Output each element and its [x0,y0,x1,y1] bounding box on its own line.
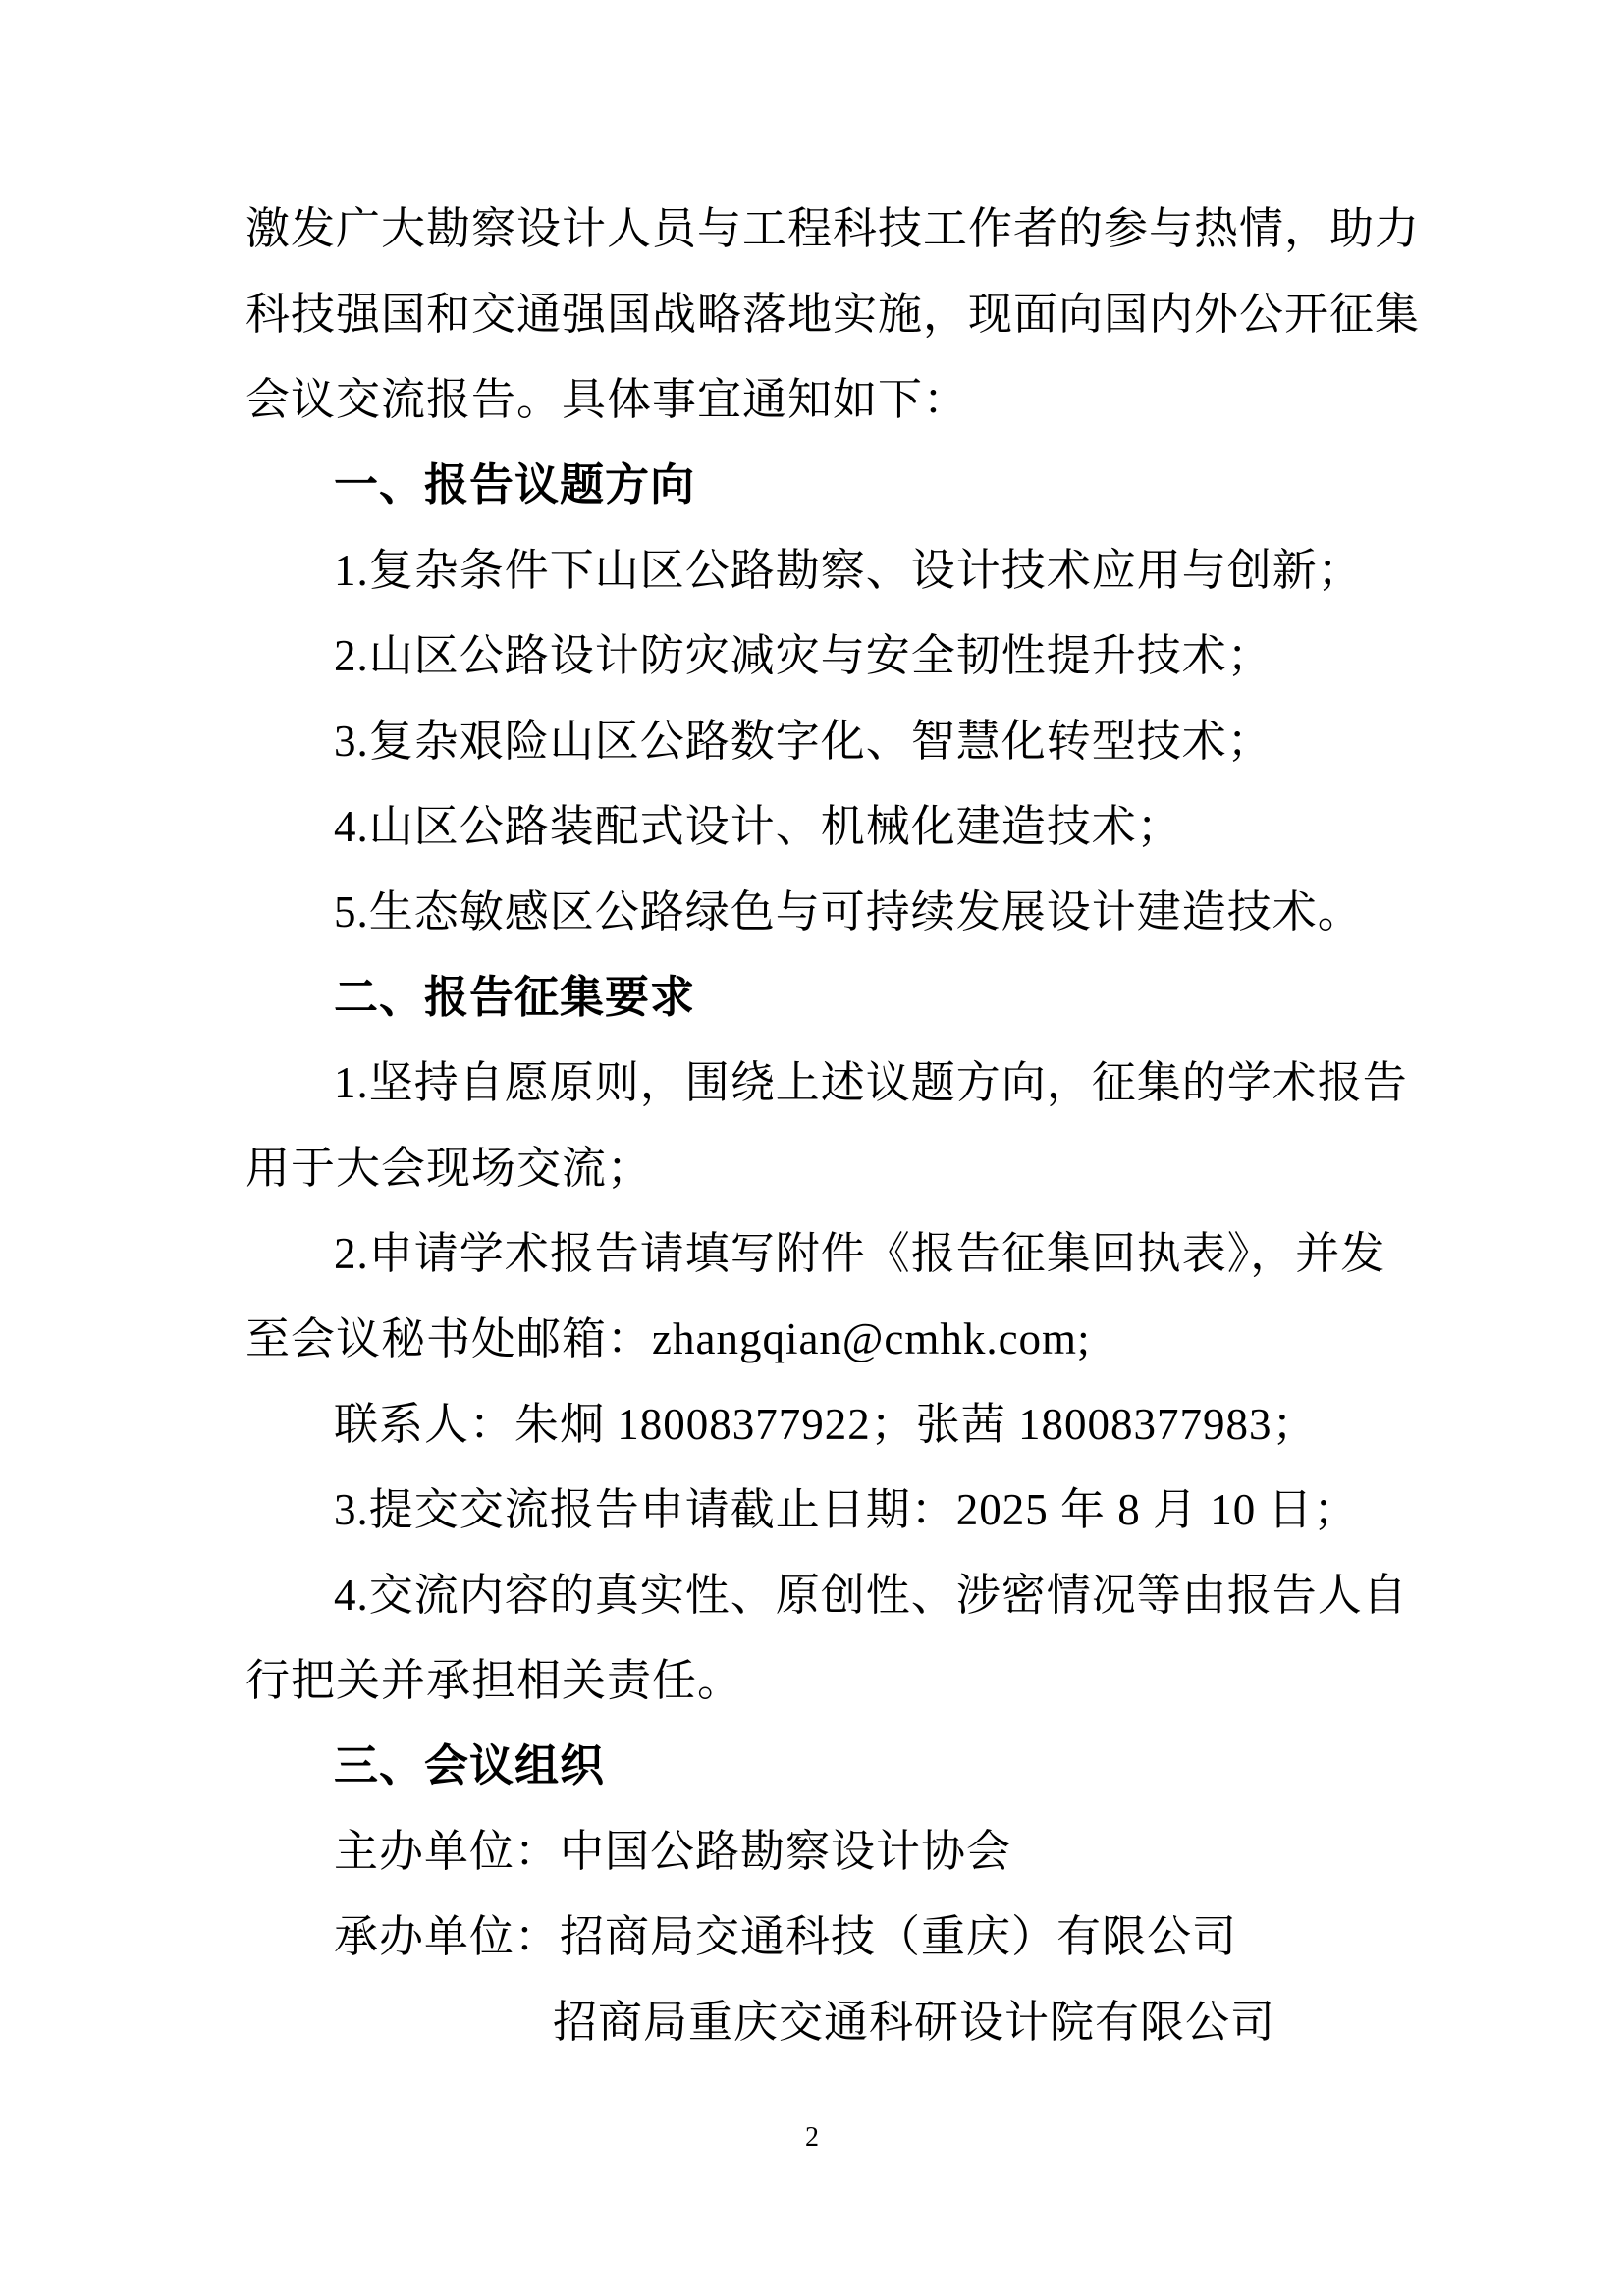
paragraph-line: 会议交流报告。具体事宜通知如下： [245,375,969,424]
requirement-item-4-line-2: 行把关并承担相关责任。 [245,1656,743,1705]
paragraph-line: 激发广大勘察设计人员与工程科技工作者的参与热情，助力 [245,204,1421,253]
requirement-item-4-line-1: 4.交流内容的真实性、原创性、涉密情况等由报告人自 [334,1571,1408,1620]
topic-item-4: 4.山区公路装配式设计、机械化建造技术； [334,802,1182,851]
requirement-item-2-line-2-email: 至会议秘书处邮箱：zhangqian@cmhk.com; [245,1314,1091,1363]
document-body [0,187,1624,2065]
requirement-item-1-line-2: 用于大会现场交流； [245,1144,653,1193]
contact-persons-line: 联系人：朱炯 18008377922；张茜 18008377983； [334,1400,1318,1449]
topic-item-3: 3.复杂艰险山区公路数字化、智慧化转型技术； [334,717,1272,766]
page-number: 2 [805,2122,819,2153]
requirement-item-1-line-1: 1.坚持自愿原则，围绕上述议题方向，征集的学术报告 [334,1058,1408,1107]
host-organizer-line: 主办单位：中国公路勘察设计协会 [334,1827,1012,1876]
topic-item-2: 2.山区公路设计防灾减灾与安全韧性提升技术； [334,631,1272,680]
topic-item-5: 5.生态敏感区公路绿色与可持续发展设计建造技术。 [334,887,1363,936]
section-heading-requirements: 二、报告征集要求 [334,973,696,1022]
requirement-item-3-deadline: 3.提交交流报告申请截止日期：2025 年 8 月 10 日； [334,1485,1359,1534]
undertaker-line-2: 招商局重庆交通科研设计院有限公司 [553,1998,1276,2047]
section-heading-topics: 一、报告议题方向 [334,460,696,509]
requirement-item-2-line-1: 2.申请学术报告请填写附件《报告征集回执表》，并发 [334,1229,1386,1278]
topic-item-1: 1.复杂条件下山区公路勘察、设计技术应用与创新； [334,546,1363,595]
section-heading-organization: 三、会议组织 [334,1741,606,1790]
paragraph-line: 科技强国和交通强国战略落地实施，现面向国内外公开征集 [245,290,1421,339]
undertaker-line-1: 承办单位：招商局交通科技（重庆）有限公司 [334,1912,1238,1961]
